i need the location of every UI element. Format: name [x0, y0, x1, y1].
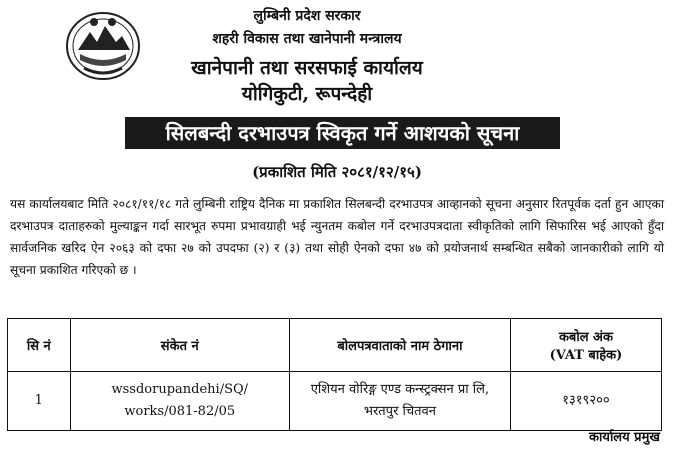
header-amount-line2: (VAT बाहेक): [549, 348, 623, 363]
cell-bidder-line2: भरतपुर चितवन: [363, 404, 436, 419]
province-government-heading: लुम्बिनी प्रदेश सरकार: [253, 8, 361, 24]
header-ref: संकेत नं: [70, 319, 289, 372]
cell-ref-line1: wssdorupandehi/SQ/: [111, 382, 249, 397]
cell-bidder: [289, 372, 510, 431]
ministry-heading: शहरी विकास तथा खानेपानी मन्त्रालय: [212, 31, 402, 47]
header-bidder: बोलपत्रवाताको नाम ठेगाना: [289, 319, 510, 372]
header-sn: सि नं: [8, 319, 71, 372]
table-row: [8, 372, 662, 431]
cell-ref-line2: works/081-82/05: [124, 404, 236, 419]
header-amount-line1: कबोल अंक: [558, 330, 613, 345]
notice-title: सिलबन्दी दरभाउपत्र स्विकृत गर्ने आशयको सूचना: [125, 117, 560, 149]
header-amount: [510, 319, 661, 372]
office-address: योगिकुटी, रूपन्देही: [241, 83, 373, 105]
cell-ref: [70, 372, 289, 431]
office-chief-signature: कार्यालय प्रमुख: [589, 430, 660, 445]
notice-body: यस कार्यालयबाट मिति २०८१/११/१८ गते लुम्बिनी राष्ट्रिय दैनिक मा प्रकाशित सिलबन्दी दरभाउपत्र आव्हानको सूचना अनुसार रितपूर्वक दर्ता हुन आएका दरभाउपत्र दाताहरुको मुल्याङ्कन गर्दा सारभूत रुपमा प्रभावग्राही भई न्युनतम कबोल गर्ने दरभाउपत्रदाता स्वीकृतिको लागि सिफारिस भई आएको हुँदा सार्वजनिक खरिद ऐन २०६३ को दफा २७ को उपदफा (२) र (३) तथा सोही ऐनको दफा ४७ को प्रयोजनार्थ सम्बन्धित सबैको जानकारीको लागि यो सूचना प्रकाशित गरिएको छ ।: [10, 197, 664, 277]
cell-bidder-line1: एशियन वोरिङ्ग एण्ड कन्स्ट्रक्सन प्रा लि,: [310, 382, 490, 397]
cell-amount: १३१९२००: [510, 372, 661, 431]
table-header-row: [8, 319, 662, 372]
bid-table: [7, 318, 662, 431]
cell-sn: 1: [8, 372, 71, 431]
published-date: (प्रकाशित मिति २०८१/१२/१५): [252, 163, 422, 181]
office-heading: खानेपानी तथा सरसफाई कार्यालय: [191, 57, 423, 79]
